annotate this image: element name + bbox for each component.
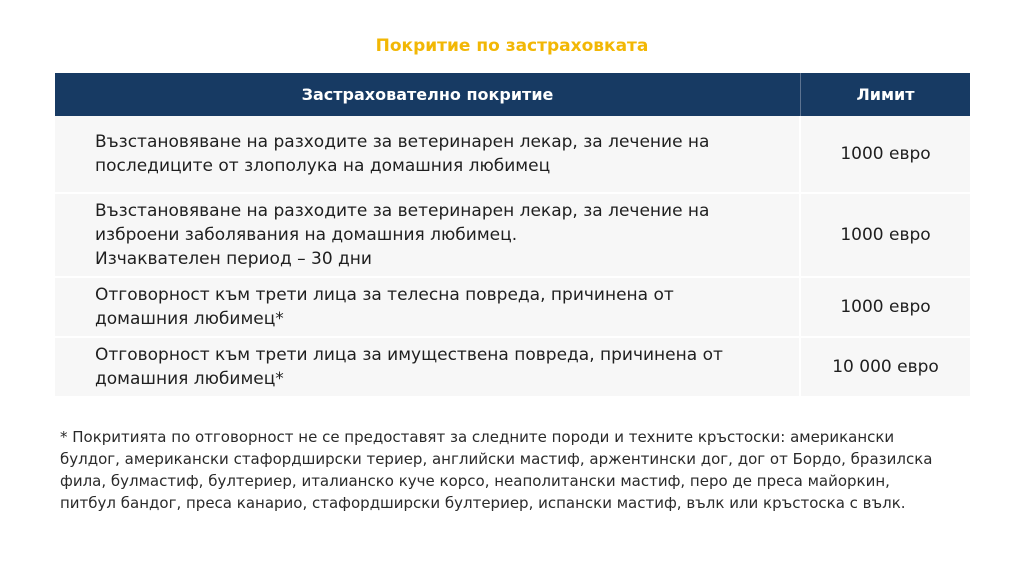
table-header: [55, 73, 970, 116]
limit-cell: 10 000 евро: [832, 357, 939, 377]
coverage-cell: Възстановяване на разходите за ветеринарен лекар, за лечение на последиците от злополука на домашния любимец: [55, 116, 801, 192]
limit-cell: 1000 евро: [840, 144, 931, 164]
table-row: [55, 278, 970, 338]
column-header-limit: Лимит: [856, 85, 915, 104]
footnote: * Покритията по отговорност не се предоставят за следните породи и техните кръстоски: американски булдог, американски стафордширски териер, английски мастиф, аржентински дог, дог от Бордо, бразилска фила, булмастиф, бултериер, италианско куче корсо, неаполитански мастиф, перо де преса майоркин, питбул бандог, преса канарио, стафордширски бултериер, испански мастиф, вълк или кръстоска с вълк.: [60, 428, 933, 512]
table-row: [55, 194, 970, 278]
coverage-cell: Възстановяване на разходите за ветеринарен лекар, за лечение на изброени заболявания на домашния любимец. Изчаквателен период – 30 дни: [55, 194, 801, 276]
coverage-cell: Отговорност към трети лица за телесна повреда, причинена от домашния любимец*: [55, 278, 801, 336]
coverage-table: [55, 73, 970, 398]
limit-cell: 1000 евро: [840, 225, 931, 245]
column-header-coverage: Застрахователно покритие: [55, 73, 801, 116]
limit-cell: 1000 евро: [840, 297, 931, 317]
table-row: [55, 338, 970, 398]
table-row: [55, 116, 970, 194]
coverage-cell: Отговорност към трети лица за имуществена повреда, причинена от домашния любимец*: [55, 338, 801, 396]
page-title: Покритие по застраховката: [375, 36, 649, 56]
